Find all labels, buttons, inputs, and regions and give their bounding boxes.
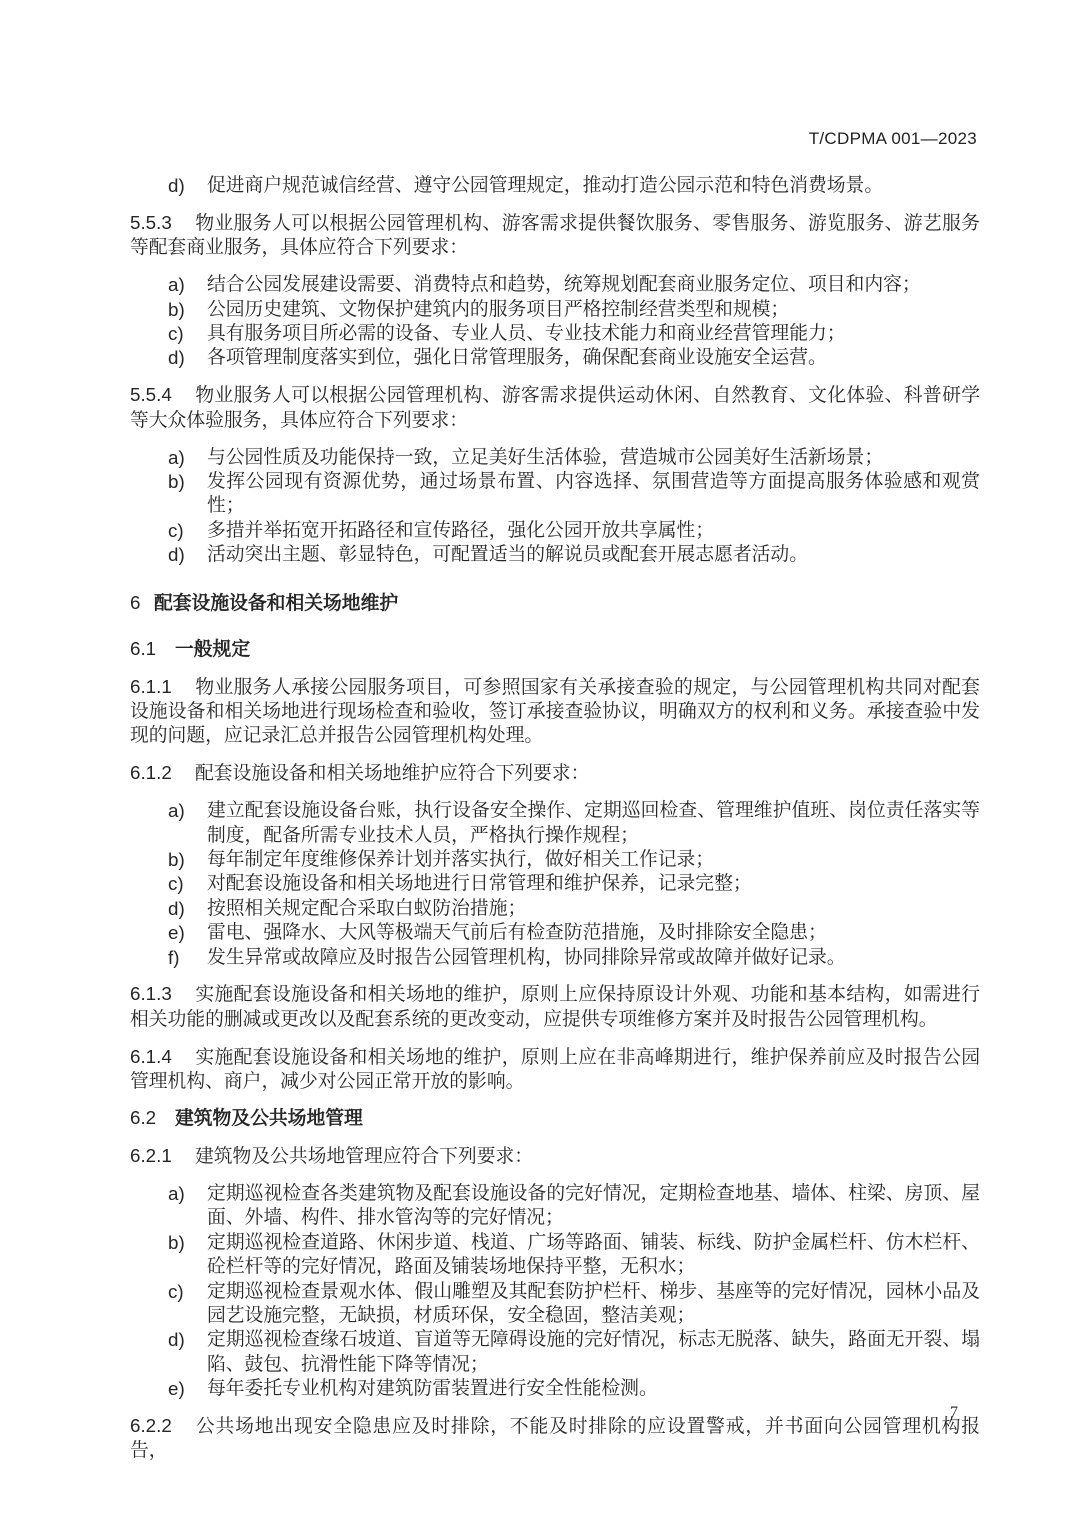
list-item-label: f) — [168, 946, 180, 968]
list-item-text: 定期巡视检查道路、休闲步道、栈道、广场等路面、铺装、标线、防护金属栏杆、仿木栏杆、砼栏杆等的完好情况，路面及铺装场地保持平整，无积水； — [207, 1231, 980, 1278]
clause-text: 建筑物及公共场地管理应符合下列要求： — [195, 1146, 534, 1167]
list-item-label: c) — [168, 873, 184, 895]
clause-s621 — [130, 1144, 980, 1169]
list-item-text: 促进商户规范诚信经营、遵守公园管理规定，推动打造公园示范和特色消费场景。 — [207, 175, 884, 196]
list-item-text: 定期巡视检查景观水体、假山雕塑及其配套防护栏杆、梯步、基座等的完好情况，园林小品及园艺设施完整，无缺损，材质环保，安全稳固，整洁美观； — [207, 1280, 980, 1326]
clause-text: 物业服务人可以根据公园管理机构、游客需求提供运动休闲、自然教育、文化体验、科普研学等大众体验服务，具体应符合下列要求： — [130, 385, 980, 431]
list-item — [130, 1231, 980, 1280]
clause-number: 6.1.2 — [130, 762, 172, 784]
list-item-text: 建立配套设施设备台账，执行设备安全操作、定期巡回检查、管理维护值班、岗位责任落实等制度，配备所需专业技术人员，严格执行操作规程； — [207, 800, 980, 846]
clause-s553 — [130, 211, 980, 261]
list-item-label: d) — [168, 897, 185, 919]
clause-s611 — [130, 675, 980, 749]
list-item-label: b) — [168, 298, 185, 320]
list-item — [130, 897, 980, 921]
list-item — [130, 174, 980, 198]
clause-s554 — [130, 383, 980, 433]
list-item — [130, 346, 980, 370]
list-item-text: 雷电、强降水、大风等极端天气前后有检查防范措施，及时排除安全隐患； — [207, 922, 827, 944]
section-number: 6.1 — [130, 637, 157, 659]
list-item — [130, 519, 980, 543]
list-item-text: 定期巡视检查缘石坡道、盲道等无障碍设施的完好情况，标志无脱落、缺失，路面无开裂、塌陷、鼓包、抗滑性能下降等情况； — [207, 1329, 980, 1375]
section-heading-h61 — [130, 637, 980, 662]
section-number: 6.2 — [130, 1107, 157, 1129]
list-item-label: d) — [168, 175, 185, 196]
list-item — [130, 446, 980, 470]
list-item-text: 每年制定年度维修保养计划并落实执行，做好相关工作记录； — [207, 848, 715, 870]
list-item-text: 按照相关规定配合采取白蚁防治措施； — [207, 897, 527, 919]
list-item — [130, 799, 980, 848]
clause-number: 6.1.3 — [130, 983, 172, 1005]
list-item-text: 公园历史建筑、文物保护建筑内的服务项目严格控制经营类型和规模； — [207, 298, 790, 320]
clause-text: 公共场地出现安全隐患应及时排除，不能及时排除的应设置警戒，并书面向公园管理机构报告， — [130, 1416, 980, 1462]
clause-text: 物业服务人可以根据公园管理机构、游客需求提供餐饮服务、零售服务、游览服务、游艺服务等配套商业服务，具体应符合下列要求： — [130, 212, 980, 259]
list-item — [130, 273, 980, 297]
list-item-label: a) — [168, 1182, 185, 1204]
list-item — [130, 1328, 980, 1377]
section-title: 配套设施设备和相关场地维护 — [154, 592, 399, 614]
document-body — [130, 174, 980, 1464]
clause-number: 6.1.4 — [130, 1045, 172, 1067]
list-item-text: 各项管理制度落实到位，强化日常管理服务，确保配套商业设施安全运营。 — [207, 347, 827, 369]
clause-s613 — [130, 982, 980, 1032]
clause-text: 物业服务人承接公园服务项目，可参照国家有关承接查验的规定，与公园管理机构共同对配套设施设备和相关场地进行现场检查和验收，签订承接查验协议，明确双方的权利和义务。承接查验中发现的问题，应记录汇总并报告公园管理机构处理。 — [130, 676, 980, 747]
document-code-header: T/CDPMA 001—2023 — [808, 129, 977, 148]
list-item — [130, 1182, 980, 1231]
section-title: 建筑物及公共场地管理 — [175, 1108, 363, 1130]
clause-number: 6.1.1 — [130, 675, 172, 697]
list-item-text: 发挥公园现有资源优势，通过场景布置、内容选择、氛围营造等方面提高服务体验感和观赏性； — [207, 471, 980, 517]
list-item-label: a) — [168, 446, 185, 468]
section-heading-h62 — [130, 1106, 980, 1131]
section-number: 6 — [130, 591, 141, 613]
clause-number: 5.5.4 — [130, 384, 172, 406]
list-item-label: e) — [168, 922, 185, 944]
list-item-label: e) — [168, 1378, 185, 1400]
list-item — [130, 470, 980, 519]
clause-text: 实施配套设施设备和相关场地的维护，原则上应在非高峰期进行，维护保养前应及时报告公园管理机构、商户，减少对公园正常开放的影响。 — [130, 1046, 980, 1093]
list-item-text: 发生异常或故障应及时报告公园管理机构，协同排除异常或故障并做好记录。 — [207, 946, 846, 968]
list-item-text: 活动突出主题、彰显特色，可配置适当的解说员或配套开展志愿者活动。 — [207, 544, 808, 566]
section-title: 一般规定 — [175, 638, 251, 660]
page-number: 7 — [950, 1404, 958, 1421]
list-item-text: 对配套设施设备和相关场地进行日常管理和维护保养，记录完整； — [207, 873, 752, 895]
list-item — [130, 322, 980, 346]
clause-s612 — [130, 761, 980, 786]
clause-s622 — [130, 1414, 980, 1464]
clause-number: 5.5.3 — [130, 211, 172, 233]
list-item-label: c) — [168, 519, 184, 541]
list-item-text: 每年委托专业机构对建筑防雷装置进行安全性能检测。 — [207, 1378, 658, 1400]
list-item-label: b) — [168, 848, 185, 870]
list-item — [130, 543, 980, 567]
clause-number: 6.2.2 — [130, 1415, 172, 1437]
list-item — [130, 872, 980, 896]
list-item-label: b) — [168, 471, 185, 493]
list-item — [130, 921, 980, 945]
list-item — [130, 848, 980, 872]
clause-text: 配套设施设备和相关场地维护应符合下列要求： — [195, 763, 590, 785]
list-item-label: a) — [168, 274, 185, 296]
list-item-label: d) — [168, 347, 185, 369]
list-item-text: 结合公园发展建设需要、消费特点和趋势，统筹规划配套商业服务定位、项目和内容； — [207, 274, 921, 296]
list-item — [130, 1280, 980, 1329]
list-item-text: 具有服务项目所必需的设备、专业人员、专业技术能力和商业经营管理能力； — [207, 323, 846, 345]
list-item — [130, 946, 980, 970]
list-item-label: b) — [168, 1231, 185, 1253]
list-item — [130, 298, 980, 322]
list-item-text: 定期巡视检查各类建筑物及配套设施设备的完好情况，定期检查地基、墙体、柱梁、房顶、屋面、外墙、构件、排水管沟等的完好情况； — [207, 1182, 980, 1229]
section-heading-h6 — [130, 591, 980, 616]
list-item-label: c) — [168, 323, 184, 345]
list-item-label: d) — [168, 1329, 185, 1351]
list-item-text: 与公园性质及功能保持一致，立足美好生活体验，营造城市公园美好生活新场景； — [207, 446, 884, 468]
list-item-text: 多措并举拓宽开拓路径和宣传路径，强化公园开放共享属性； — [207, 519, 715, 541]
clause-text: 实施配套设施设备和相关场地的维护，原则上应保持原设计外观、功能和基本结构，如需进行相关功能的删减或更改以及配套系统的更改变动，应提供专项维修方案并及时报告公园管理机构。 — [130, 984, 980, 1030]
clause-s614 — [130, 1045, 980, 1095]
list-item — [130, 1377, 980, 1401]
list-item-label: d) — [168, 544, 185, 566]
list-item-label: a) — [168, 800, 185, 822]
clause-number: 6.2.1 — [130, 1145, 172, 1166]
list-item-label: c) — [168, 1280, 184, 1302]
